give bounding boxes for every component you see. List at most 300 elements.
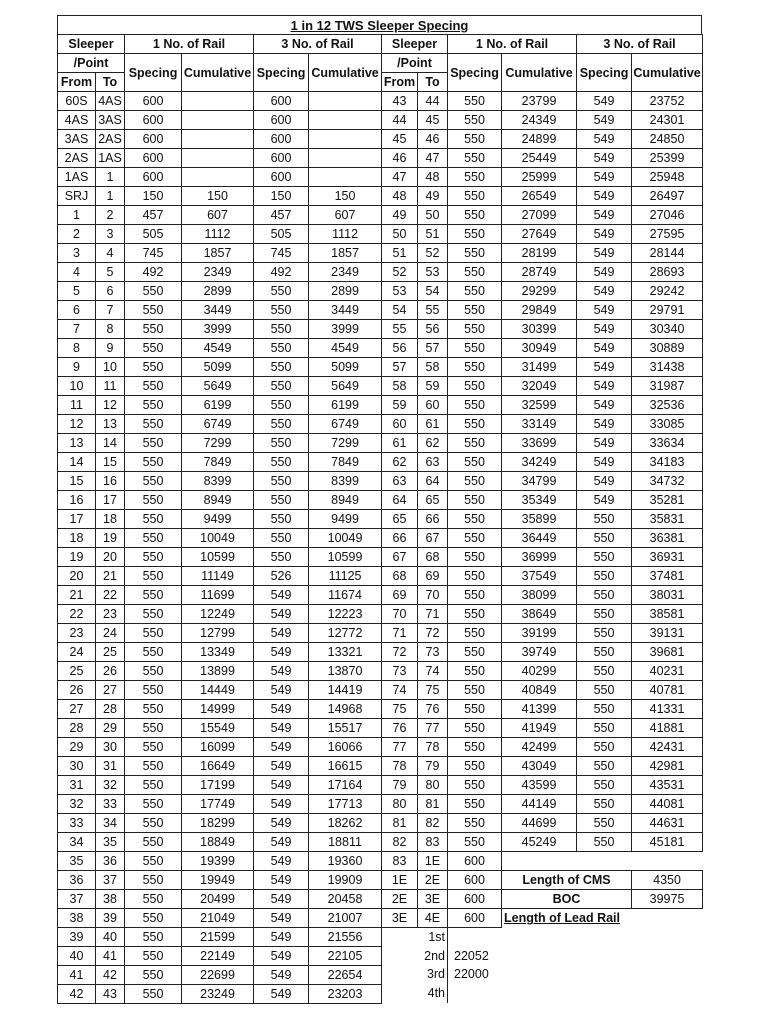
- to-cell: 27: [96, 681, 125, 700]
- subheader-row: [382, 54, 703, 73]
- rail1-specing-cell: 550: [448, 396, 502, 415]
- rail1-specing-cell: 600: [125, 130, 182, 149]
- rail3-specing-cell: 550: [254, 491, 309, 510]
- to-cell: 56: [418, 320, 448, 339]
- rail1-specing-cell: 550: [448, 719, 502, 738]
- rail1-specing-cell: 600: [125, 92, 182, 111]
- table-row: [382, 377, 703, 396]
- to-cell: 72: [418, 624, 448, 643]
- table-row: [58, 871, 382, 890]
- from-cell: 41: [58, 966, 96, 985]
- rail3-specing-cell: 549: [254, 624, 309, 643]
- to-cell: 78: [418, 738, 448, 757]
- table-row: [382, 339, 703, 358]
- rail3-cumulative-cell: [309, 92, 382, 111]
- rail3-cumulative-cell: 27595: [632, 225, 703, 244]
- to-cell: 4AS: [96, 92, 125, 111]
- to-cell: 42: [96, 966, 125, 985]
- from-cell: SRJ: [58, 187, 96, 206]
- table-row: [58, 339, 382, 358]
- from-cell: 47: [382, 168, 418, 187]
- table-row: [58, 757, 382, 776]
- rail3-cumulative-cell: 22654: [309, 966, 382, 985]
- from-header: From: [382, 73, 418, 92]
- lead-rail-value: 22000: [448, 965, 703, 984]
- from-cell: 18: [58, 529, 96, 548]
- to-cell: 47: [418, 149, 448, 168]
- rail1-specing-cell: 550: [125, 529, 182, 548]
- rail3-cumulative-cell: 45181: [632, 833, 703, 852]
- table-row: [382, 187, 703, 206]
- rail3-cumulative-cell: 607: [309, 206, 382, 225]
- rail3-specing-cell: 550: [254, 529, 309, 548]
- rail3-cumulative-cell: 20458: [309, 890, 382, 909]
- rail3-specing-cell: 549: [577, 301, 632, 320]
- specing-header: Specing: [254, 54, 309, 92]
- rail3-specing-cell: 550: [577, 681, 632, 700]
- rail1-specing-cell: 550: [125, 548, 182, 567]
- rail3-cumulative-cell: 17713: [309, 795, 382, 814]
- table-row: [58, 586, 382, 605]
- lead-rail-row: [382, 946, 703, 965]
- rail1-specing-cell: 550: [448, 263, 502, 282]
- rail3-specing-cell: 550: [577, 529, 632, 548]
- rail1-specing-cell: 550: [125, 966, 182, 985]
- rail3-specing-cell: 745: [254, 244, 309, 263]
- rail3-specing-cell: 600: [254, 111, 309, 130]
- rail3-specing-cell: 550: [577, 605, 632, 624]
- rail3-specing-cell: 550: [577, 548, 632, 567]
- rail1-specing-cell: 550: [125, 453, 182, 472]
- rail1-specing-cell: 550: [448, 168, 502, 187]
- from-cell: 4: [58, 263, 96, 282]
- rail3-cumulative-cell: 40781: [632, 681, 703, 700]
- rail3-cumulative-cell: 36931: [632, 548, 703, 567]
- rail1-cumulative-cell: 12249: [182, 605, 254, 624]
- rail3-specing-cell: 600: [254, 168, 309, 187]
- from-cell: 26: [58, 681, 96, 700]
- rail1-specing-cell: 550: [448, 225, 502, 244]
- table-row: [58, 662, 382, 681]
- from-cell: 49: [382, 206, 418, 225]
- rail3-cumulative-cell: 28144: [632, 244, 703, 263]
- rail3-specing-cell: 550: [254, 339, 309, 358]
- rail1-specing-cell: 550: [125, 985, 182, 1004]
- rail3-cumulative-cell: 13870: [309, 662, 382, 681]
- to-cell: 38: [96, 890, 125, 909]
- sheet-title: 1 in 12 TWS Sleeper Specing: [57, 15, 702, 34]
- to-cell: 21: [96, 567, 125, 586]
- table-row: [382, 833, 703, 852]
- rail3-cumulative-cell: 24301: [632, 111, 703, 130]
- table-row: [382, 472, 703, 491]
- rail1-specing-cell: 550: [448, 130, 502, 149]
- to-cell: 49: [418, 187, 448, 206]
- rail3-cumulative-cell: 3999: [309, 320, 382, 339]
- rail3-cumulative-cell: 5649: [309, 377, 382, 396]
- to-cell: 58: [418, 358, 448, 377]
- rail3-cumulative-cell: 35831: [632, 510, 703, 529]
- rail1-cumulative-cell: [182, 130, 254, 149]
- rail3-cumulative-cell: 1857: [309, 244, 382, 263]
- rail3-specing-cell: 550: [577, 567, 632, 586]
- rail3-specing-cell: 550: [577, 833, 632, 852]
- from-cell: 52: [382, 263, 418, 282]
- cumulative-header: Cumulative: [182, 54, 254, 92]
- to-cell: 2E: [418, 871, 448, 890]
- rail3-cumulative-cell: 12772: [309, 624, 382, 643]
- cumulative-header: Cumulative: [632, 54, 703, 92]
- rail3-cumulative-cell: 22105: [309, 947, 382, 966]
- from-cell: 8: [58, 339, 96, 358]
- rail1-cumulative-cell: 27099: [502, 206, 577, 225]
- rail1-specing-cell: 550: [125, 339, 182, 358]
- rail1-specing-cell: 550: [125, 757, 182, 776]
- to-cell: 31: [96, 757, 125, 776]
- lead-rail-row: [382, 965, 703, 984]
- to-cell: 17: [96, 491, 125, 510]
- rail1-specing-cell: 550: [125, 415, 182, 434]
- table-row: [58, 681, 382, 700]
- table-row: [58, 852, 382, 871]
- from-cell: 33: [58, 814, 96, 833]
- rail1-specing-cell: 550: [448, 738, 502, 757]
- table-row: [58, 795, 382, 814]
- to-cell: 46: [418, 130, 448, 149]
- table-row: [382, 206, 703, 225]
- table-row: [382, 358, 703, 377]
- to-cell: 16: [96, 472, 125, 491]
- rail3-specing-cell: 550: [577, 700, 632, 719]
- rail1-specing-cell: 550: [448, 415, 502, 434]
- to-cell: 6: [96, 282, 125, 301]
- to-cell: 1: [96, 187, 125, 206]
- rail1-specing-cell: 550: [125, 320, 182, 339]
- rail3-cumulative-cell: 16615: [309, 757, 382, 776]
- table-row: [58, 415, 382, 434]
- rail3-cumulative-cell: 16066: [309, 738, 382, 757]
- to-cell: 11: [96, 377, 125, 396]
- rail1-cumulative-cell: 41399: [502, 700, 577, 719]
- rail1-specing-cell: 550: [448, 339, 502, 358]
- from-cell: 5: [58, 282, 96, 301]
- to-cell: 39: [96, 909, 125, 928]
- to-cell: 7: [96, 301, 125, 320]
- rail1-cumulative-cell: 21049: [182, 909, 254, 928]
- rail1-specing-cell: 550: [448, 586, 502, 605]
- rail3-cumulative-cell: 2899: [309, 282, 382, 301]
- from-cell: 36: [58, 871, 96, 890]
- to-cell: 76: [418, 700, 448, 719]
- rail1-cumulative-cell: 26549: [502, 187, 577, 206]
- table-row: [382, 757, 703, 776]
- rail3-specing-cell: 549: [254, 738, 309, 757]
- from-cell: 28: [58, 719, 96, 738]
- table-row: [58, 244, 382, 263]
- rail1-specing-cell: 550: [448, 776, 502, 795]
- from-cell: 20: [58, 567, 96, 586]
- rail1-specing-cell: 550: [448, 491, 502, 510]
- to-cell: 37: [96, 871, 125, 890]
- rail1-cumulative-cell: [182, 168, 254, 187]
- rail1-specing-cell: 550: [448, 681, 502, 700]
- rail1-specing-cell: 550: [448, 567, 502, 586]
- table-row: [58, 890, 382, 909]
- table-row: [382, 567, 703, 586]
- rail1-cumulative-cell: 42499: [502, 738, 577, 757]
- rail1-cumulative-cell: 23249: [182, 985, 254, 1004]
- rail3-cumulative-cell: 21556: [309, 928, 382, 947]
- rail1-specing-cell: 600: [125, 111, 182, 130]
- rail1-specing-cell: 550: [125, 624, 182, 643]
- table-row: [58, 738, 382, 757]
- lead-rail-row: [382, 928, 703, 947]
- rail3-specing-cell: 600: [254, 92, 309, 111]
- rail3-specing-cell: 549: [577, 282, 632, 301]
- from-cell: 77: [382, 738, 418, 757]
- rail3-cumulative-cell: 42431: [632, 738, 703, 757]
- rail1-specing-cell: 600: [125, 168, 182, 187]
- rail3-specing-cell: 550: [254, 415, 309, 434]
- from-cell: 24: [58, 643, 96, 662]
- from-cell: 53: [382, 282, 418, 301]
- rail3-specing-cell: 549: [254, 586, 309, 605]
- rail3-cumulative-cell: 26497: [632, 187, 703, 206]
- rail3-specing-cell: 549: [254, 643, 309, 662]
- sleeper-header-line2: /Point: [382, 54, 448, 73]
- rail3-specing-cell: 550: [254, 548, 309, 567]
- rail1-specing-cell: 600: [448, 871, 502, 890]
- to-cell: 74: [418, 662, 448, 681]
- from-cell: 3E: [382, 909, 418, 928]
- rail3-cumulative-cell: 44631: [632, 814, 703, 833]
- to-cell: 15: [96, 453, 125, 472]
- to-cell: 4: [96, 244, 125, 263]
- cms-label: Length of CMS: [502, 871, 632, 890]
- rail1-specing-cell: 550: [125, 472, 182, 491]
- rail1-cumulative-cell: 28749: [502, 263, 577, 282]
- to-cell: 60: [418, 396, 448, 415]
- from-cell: 57: [382, 358, 418, 377]
- rail3-specing-cell: 550: [254, 358, 309, 377]
- rail1-cumulative-cell: 36449: [502, 529, 577, 548]
- to-cell: 18: [96, 510, 125, 529]
- table-row: [58, 928, 382, 947]
- rail1-cumulative-cell: 18299: [182, 814, 254, 833]
- from-header: From: [58, 73, 96, 92]
- rail1-specing-cell: 550: [448, 453, 502, 472]
- rail3-cumulative-cell: 15517: [309, 719, 382, 738]
- rail3-specing-cell: 549: [254, 890, 309, 909]
- rail3-specing-cell: 549: [254, 795, 309, 814]
- rail3-specing-cell: 549: [254, 776, 309, 795]
- rail3-header-right: 3 No. of Rail: [577, 35, 703, 54]
- from-cell: 81: [382, 814, 418, 833]
- specing-header: Specing: [577, 54, 632, 92]
- rail1-cumulative-cell: 29299: [502, 282, 577, 301]
- from-cell: 1: [58, 206, 96, 225]
- from-cell: 37: [58, 890, 96, 909]
- table-row: [58, 187, 382, 206]
- to-cell: 80: [418, 776, 448, 795]
- table-row: [58, 719, 382, 738]
- rail1-cumulative-cell: 1112: [182, 225, 254, 244]
- rail1-cumulative-cell: 10599: [182, 548, 254, 567]
- table-row: [382, 453, 703, 472]
- rail3-specing-cell: 549: [254, 605, 309, 624]
- table-row: [382, 681, 703, 700]
- to-cell: 14: [96, 434, 125, 453]
- table-row: [58, 567, 382, 586]
- from-cell: 75: [382, 700, 418, 719]
- rail1-cumulative-cell: 6749: [182, 415, 254, 434]
- from-cell: 44: [382, 111, 418, 130]
- to-header: To: [418, 73, 448, 92]
- from-cell: 2E: [382, 890, 418, 909]
- rail1-specing-cell: 550: [448, 529, 502, 548]
- table-row: [382, 738, 703, 757]
- table-row: [382, 434, 703, 453]
- rail1-cumulative-cell: 13899: [182, 662, 254, 681]
- rail3-specing-cell: 549: [577, 263, 632, 282]
- from-cell: 73: [382, 662, 418, 681]
- to-cell: 70: [418, 586, 448, 605]
- rail3-specing-cell: 549: [254, 681, 309, 700]
- table-row: [382, 624, 703, 643]
- table-row: [382, 225, 703, 244]
- rail3-cumulative-cell: [309, 149, 382, 168]
- rail3-specing-cell: 549: [577, 339, 632, 358]
- rail1-cumulative-cell: 11149: [182, 567, 254, 586]
- to-cell: 28: [96, 700, 125, 719]
- rail1-specing-cell: 600: [448, 909, 502, 928]
- boc-label: BOC: [502, 890, 632, 909]
- rail3-specing-cell: 550: [254, 320, 309, 339]
- right-spacing-table: [381, 34, 703, 1003]
- rail3-specing-cell: 549: [577, 225, 632, 244]
- table-row: [382, 814, 703, 833]
- rail3-specing-cell: 150: [254, 187, 309, 206]
- rail3-specing-cell: 550: [577, 662, 632, 681]
- rail1-specing-cell: 550: [125, 700, 182, 719]
- rail1-cumulative-cell: 25999: [502, 168, 577, 187]
- table-row: [58, 624, 382, 643]
- end-row: [382, 890, 703, 909]
- from-cell: 25: [58, 662, 96, 681]
- table-row: [382, 263, 703, 282]
- rail1-cumulative-cell: 9499: [182, 510, 254, 529]
- rail1-cumulative-cell: 7849: [182, 453, 254, 472]
- rail3-cumulative-cell: 38031: [632, 586, 703, 605]
- rail1-cumulative-cell: 39199: [502, 624, 577, 643]
- rail1-cumulative-cell: 19399: [182, 852, 254, 871]
- rail1-specing-cell: 550: [125, 662, 182, 681]
- to-cell: 64: [418, 472, 448, 491]
- rail1-cumulative-cell: 38649: [502, 605, 577, 624]
- rail3-specing-cell: 550: [254, 282, 309, 301]
- rail3-cumulative-cell: 23203: [309, 985, 382, 1004]
- rail1-cumulative-cell: 28199: [502, 244, 577, 263]
- rail1-cumulative-cell: 32599: [502, 396, 577, 415]
- empty-cell: [502, 852, 703, 871]
- rail3-cumulative-cell: 6749: [309, 415, 382, 434]
- rail3-cumulative-cell: 8399: [309, 472, 382, 491]
- rail3-specing-cell: 549: [254, 909, 309, 928]
- rail1-specing-cell: 550: [448, 624, 502, 643]
- rail1-cumulative-cell: 43049: [502, 757, 577, 776]
- from-cell: 45: [382, 130, 418, 149]
- rail3-cumulative-cell: 23752: [632, 92, 703, 111]
- rail3-cumulative-cell: 18811: [309, 833, 382, 852]
- rail1-cumulative-cell: 21599: [182, 928, 254, 947]
- rail3-specing-cell: 549: [254, 719, 309, 738]
- rail3-cumulative-cell: 34732: [632, 472, 703, 491]
- rail3-specing-cell: 492: [254, 263, 309, 282]
- rail1-specing-cell: 550: [125, 871, 182, 890]
- rail1-cumulative-cell: 31499: [502, 358, 577, 377]
- rail3-specing-cell: 549: [577, 168, 632, 187]
- to-cell: 30: [96, 738, 125, 757]
- rail3-cumulative-cell: 39681: [632, 643, 703, 662]
- table-row: [58, 833, 382, 852]
- table-row: [58, 396, 382, 415]
- table-row: [58, 776, 382, 795]
- to-cell: 53: [418, 263, 448, 282]
- table-row: [382, 168, 703, 187]
- rail3-specing-cell: 549: [254, 833, 309, 852]
- table-row: [58, 548, 382, 567]
- from-cell: 10: [58, 377, 96, 396]
- rail3-cumulative-cell: 8949: [309, 491, 382, 510]
- from-cell: 6: [58, 301, 96, 320]
- end-row: [382, 852, 703, 871]
- rail3-cumulative-cell: 38581: [632, 605, 703, 624]
- rail3-cumulative-cell: 11674: [309, 586, 382, 605]
- sleeper-header-right: [382, 35, 448, 54]
- to-cell: 66: [418, 510, 448, 529]
- from-cell: 17: [58, 510, 96, 529]
- to-cell: 44: [418, 92, 448, 111]
- from-cell: 72: [382, 643, 418, 662]
- rail1-specing-cell: 492: [125, 263, 182, 282]
- rail1-cumulative-cell: 16649: [182, 757, 254, 776]
- table-row: [382, 510, 703, 529]
- rail3-specing-cell: 549: [577, 206, 632, 225]
- rail1-cumulative-cell: 16099: [182, 738, 254, 757]
- table-row: [382, 92, 703, 111]
- table-row: [382, 301, 703, 320]
- table-row: [58, 206, 382, 225]
- rail3-cumulative-cell: [309, 130, 382, 149]
- left-table-body: [58, 92, 382, 1004]
- to-cell: 40: [96, 928, 125, 947]
- rail3-specing-cell: 549: [254, 871, 309, 890]
- rail1-cumulative-cell: 7299: [182, 434, 254, 453]
- rail3-specing-cell: 549: [254, 662, 309, 681]
- rail3-specing-cell: 600: [254, 149, 309, 168]
- left-spacing-table: [57, 34, 382, 1004]
- to-cell: 83: [418, 833, 448, 852]
- to-cell: 62: [418, 434, 448, 453]
- to-cell: 3: [96, 225, 125, 244]
- to-cell: 29: [96, 719, 125, 738]
- sleeper-header-line1: Sleeper: [68, 37, 114, 51]
- to-cell: 68: [418, 548, 448, 567]
- rail1-specing-cell: 550: [448, 472, 502, 491]
- from-cell: 16: [58, 491, 96, 510]
- from-cell: 32: [58, 795, 96, 814]
- to-cell: 26: [96, 662, 125, 681]
